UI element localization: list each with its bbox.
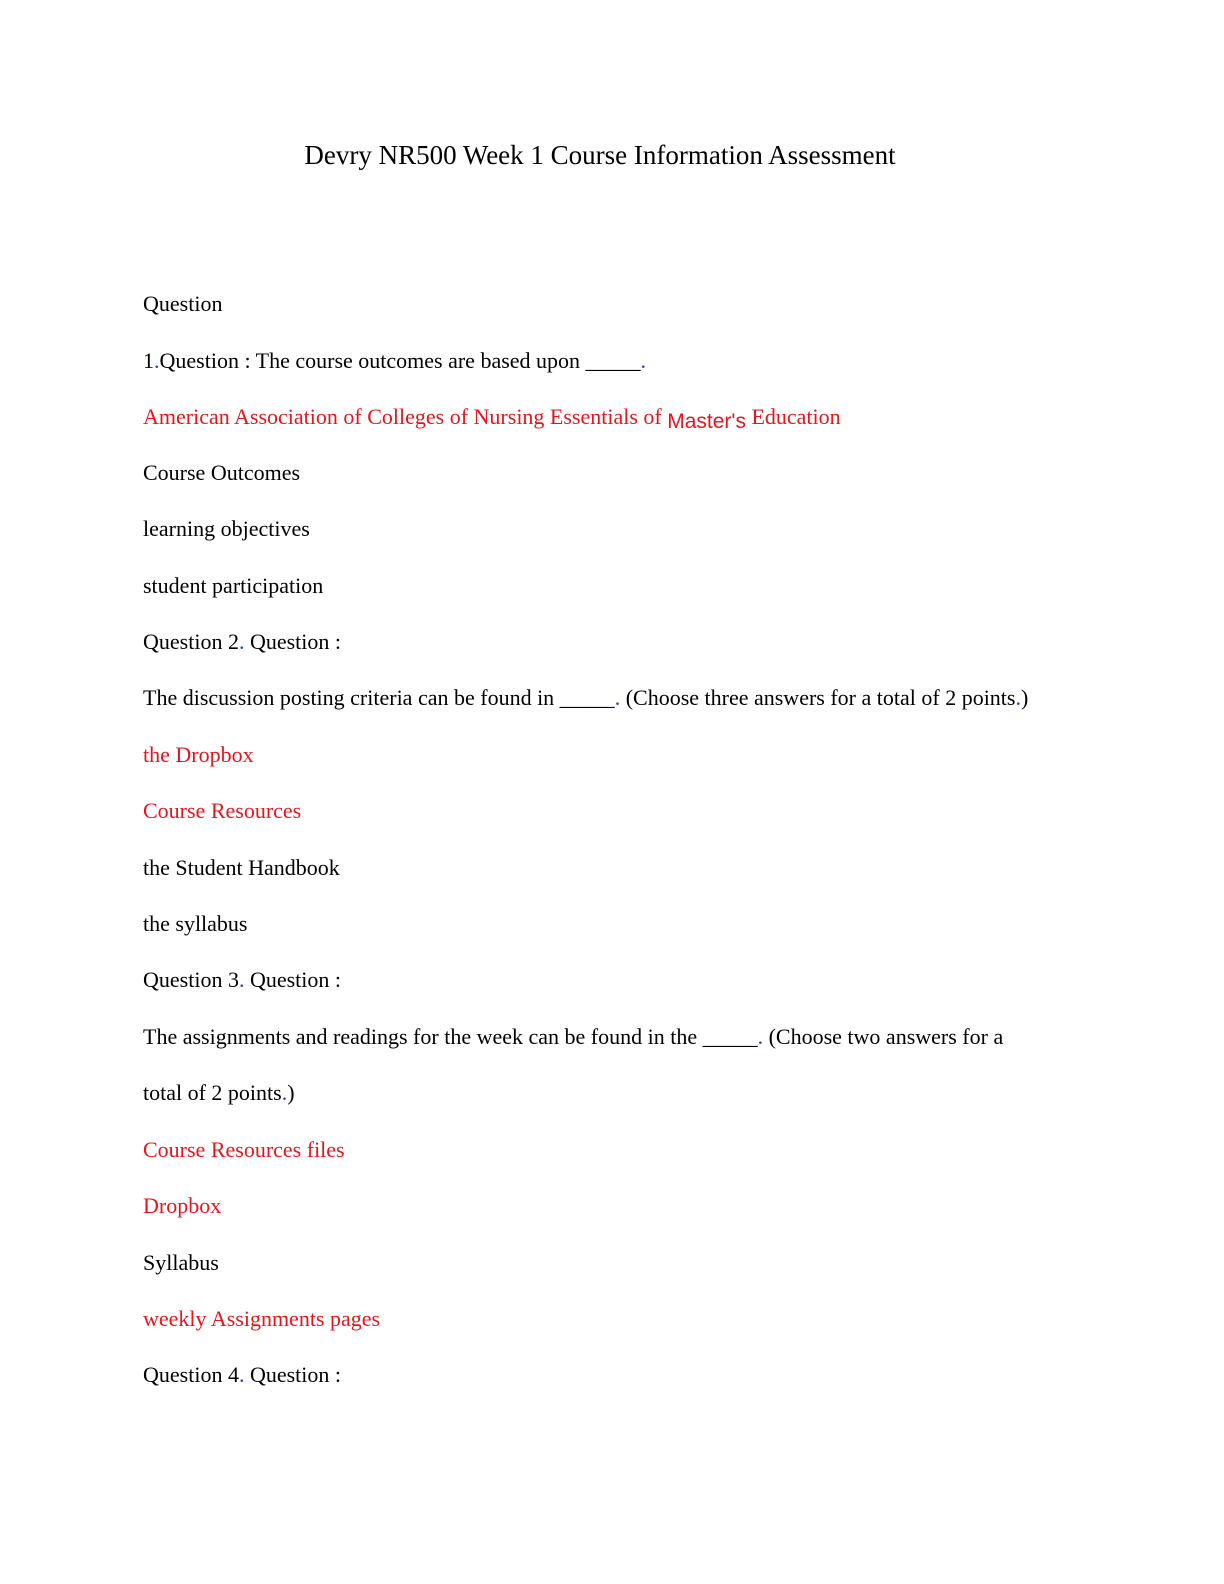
q1-option: learning objectives (143, 516, 310, 541)
question-1: 1.Question : The course outcomes are based upon _____. (143, 348, 647, 373)
q2-option: the Student Handbook (143, 855, 340, 880)
q2-correct-answer: the Dropbox (143, 742, 254, 767)
section-heading: Question (143, 291, 223, 316)
q1-option: Course Outcomes (143, 460, 301, 485)
question-3-heading: Question 3. Question : (143, 967, 342, 992)
q3-correct-answer: weekly Assignments pages (143, 1306, 381, 1331)
q2-correct-answer: Course Resources (143, 798, 302, 823)
q3-correct-answer: Dropbox (143, 1193, 222, 1218)
q3-option: Syllabus (143, 1250, 219, 1275)
question-3-text-continued: total of 2 points.) (143, 1080, 295, 1105)
document-title: Devry NR500 Week 1 Course Information Assessment (304, 140, 896, 170)
question-2-heading: Question 2. Question : (143, 629, 342, 654)
q2-option: the syllabus (143, 911, 248, 936)
q3-correct-answer: Course Resources files (143, 1137, 345, 1162)
question-4-heading: Question 4. Question : (143, 1362, 342, 1387)
question-3-text: The assignments and readings for the week can be found in the _____. (Choose two answers for a (143, 1024, 1004, 1049)
q1-option: student participation (143, 573, 324, 598)
q1-correct-answer: American Association of Colleges of Nursing Essentials of Master's Education (143, 404, 841, 433)
question-2-text: The discussion posting criteria can be found in _____. (Choose three answers for a total of 2 points.) (143, 685, 1029, 710)
